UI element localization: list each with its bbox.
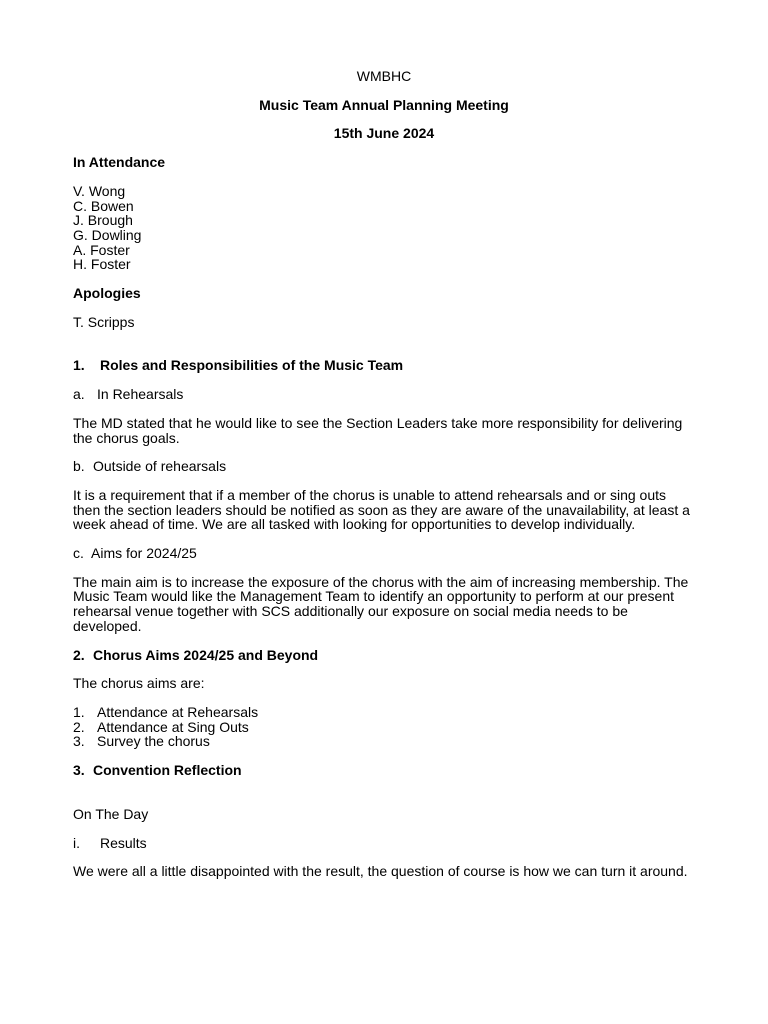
subsection-b-label: b. — [73, 458, 85, 475]
meeting-date: 15th June 2024 — [333, 125, 435, 142]
results-heading — [73, 836, 695, 851]
list-item-number: 3. — [73, 733, 85, 750]
subsection-b-text: It is a requirement that if a member of the chorus is unable to attend rehearsals and or sing outs then the section leaders should be notified as soon as they are aware of the unavailability, at least a week ahead of time. We are all tasked with looking for opportunities to develop individually. — [73, 486, 690, 533]
org-name: WMBHC — [356, 68, 412, 84]
results-text: We were all a little disappointed with the result, the question of course is how we can turn it around. — [73, 863, 688, 880]
apology-name: T. Scripps — [73, 313, 135, 330]
list-item-text: Attendance at Rehearsals — [97, 703, 259, 720]
attendee-name: A. Foster — [73, 241, 130, 258]
list-item-text: Survey the chorus — [97, 733, 210, 750]
section-3-heading — [73, 763, 695, 778]
section-3-title: Convention Reflection — [93, 762, 242, 779]
section-1-heading — [73, 358, 695, 373]
subsection-b-heading — [73, 459, 695, 474]
attendee-name: G. Dowling — [73, 226, 142, 243]
subsection-c-title: Aims for 2024/25 — [91, 545, 197, 562]
apologies-heading: Apologies — [73, 285, 141, 302]
section-2-heading — [73, 648, 695, 663]
subsection-a-label: a. — [73, 386, 85, 403]
list-item — [73, 705, 695, 720]
results-label: i. — [73, 834, 80, 851]
list-item-number: 2. — [73, 718, 85, 735]
attendee-name: H. Foster — [73, 256, 131, 273]
subsection-b-title: Outside of rehearsals — [93, 458, 227, 475]
attendee-name: J. Brough — [73, 212, 133, 229]
subsection-c-label: c. — [73, 545, 84, 562]
attendee-name: C. Bowen — [73, 197, 134, 214]
subsection-a-heading — [73, 387, 695, 402]
attendance-heading: In Attendance — [73, 154, 166, 171]
section-1-title: Roles and Responsibilities of the Music Team — [100, 357, 404, 374]
list-item-number: 1. — [73, 703, 85, 720]
list-item — [73, 720, 695, 735]
subsection-a-text: The MD stated that he would like to see the Section Leaders take more responsibility for delivering the chorus goals. — [73, 414, 683, 446]
section-1-number: 1. — [73, 357, 85, 374]
subsection-c-heading — [73, 546, 695, 561]
section-2-number: 2. — [73, 646, 85, 663]
list-item — [73, 734, 695, 749]
document-page — [73, 67, 695, 879]
results-title: Results — [100, 834, 147, 851]
subsection-c-text: The main aim is to increase the exposure of the chorus with the aim of increasing membership. The Music Team would like the Management Team to identify an opportunity to perform at our present rehearsal venue together with SCS additionally our exposure on social media needs to be developed. — [73, 573, 689, 634]
list-item-text: Attendance at Sing Outs — [97, 718, 249, 735]
chorus-aims-intro: The chorus aims are: — [73, 675, 205, 692]
chorus-aims-list — [73, 705, 695, 749]
on-the-day-heading: On The Day — [73, 805, 149, 822]
section-2-title: Chorus Aims 2024/25 and Beyond — [93, 646, 319, 663]
attendance-list — [73, 184, 695, 272]
meeting-title: Music Team Annual Planning Meeting — [259, 96, 509, 113]
attendee-name: V. Wong — [73, 182, 126, 199]
section-3-number: 3. — [73, 762, 85, 779]
subsection-a-title: In Rehearsals — [97, 386, 184, 403]
